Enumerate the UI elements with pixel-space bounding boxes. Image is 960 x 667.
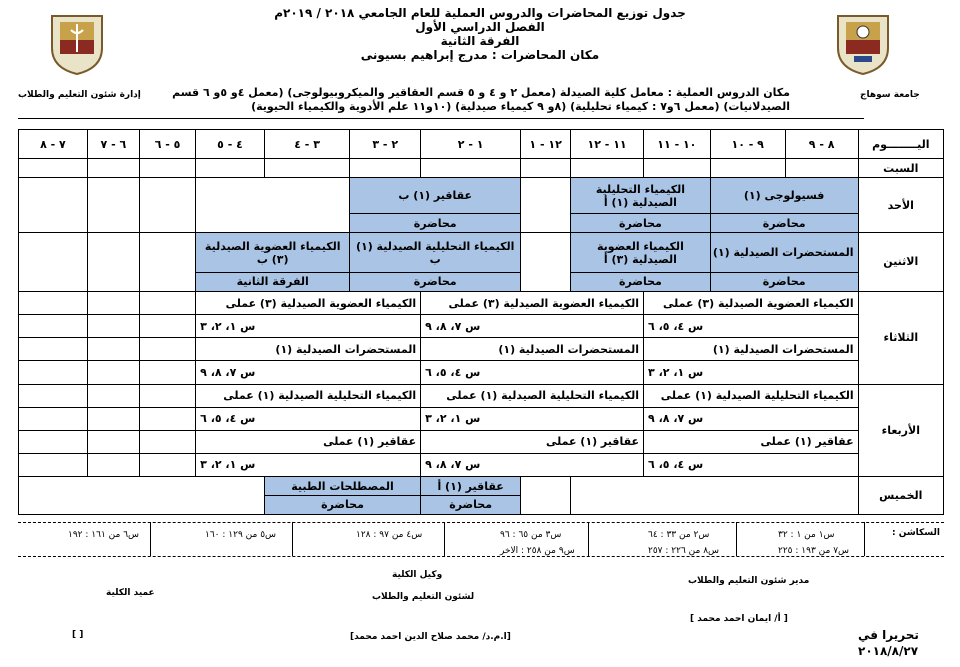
signature-vice-dean-name: [ا.م.د/ محمد صلاح الدين احمد محمد] (350, 632, 511, 642)
course-organic-b: الكيمياء العضوية الصيدلية (٣) ب (196, 233, 350, 273)
sections-separator (864, 522, 865, 556)
signature-vice-dean-title: وكيل الكلية (392, 570, 443, 580)
lecture-tag: محاضرة (421, 495, 521, 514)
time-slot: ٧ - ٨ (19, 130, 88, 159)
course-pharmaceutics: المستحضرات الصيدلية (١) (710, 233, 858, 273)
sections-separator (736, 522, 737, 556)
section-group: س ١، ٢، ٣ (196, 453, 421, 476)
day-row-wednesday-2 (19, 407, 944, 430)
lecture-tag: محاضرة (264, 495, 420, 514)
sections-separator (444, 522, 445, 556)
day-label-thursday: الخميس (858, 477, 943, 515)
header-line-title: جدول توزيع المحاضرات والدروس العملية للعام الجامعي ٢٠١٨ / ٢٠١٩م (274, 6, 686, 20)
section-group: س ٧، ٨، ٩ (196, 361, 421, 384)
year-tag: الفرقة الثانية (196, 273, 350, 292)
time-slot: ١٢ - ١ (521, 130, 571, 159)
section-group: س ١، ٢، ٣ (196, 315, 421, 338)
lecture-tag: محاضرة (350, 214, 521, 233)
wed-lab-slot3: الكيمياء التحليلية الصيدلية (١) عملى (196, 384, 421, 407)
day-row-tuesday-1 (19, 291, 944, 314)
time-header-row (19, 130, 944, 159)
day-row-tuesday-4 (19, 361, 944, 384)
wed-lab-slot3: عقاقير (١) عملى (196, 430, 421, 453)
section-group: س ٤، ٥، ٦ (196, 407, 421, 430)
section-group: س ٤، ٥، ٦ (644, 453, 859, 476)
sohag-university-logo (834, 10, 892, 76)
section-group: س ٧، ٨، ٩ (421, 315, 644, 338)
day-label-tuesday: الثلاثاء (858, 291, 943, 384)
signature-director-title: مدير شئون التعليم والطلاب (688, 576, 810, 586)
signature-director-name: [ أ/ ايمان احمد محمد ] (690, 614, 788, 624)
wed-lab-slot2: عقاقير (١) عملى (421, 430, 644, 453)
lecture-tag: محاضرة (350, 273, 521, 292)
wed-lab-slot1: عقاقير (١) عملى (644, 430, 859, 453)
student-affairs-caption: إدارة شئون التعليم والطلاب (18, 90, 141, 100)
time-slot: ٣ - ٤ (264, 130, 349, 159)
day-label-monday: الاثنين (858, 233, 943, 292)
time-slot: ٤ - ٥ (196, 130, 265, 159)
day-row-tuesday-3 (19, 338, 944, 361)
day-header: اليــــــــوم (858, 130, 943, 159)
header-line-labs-1: مكان الدروس العملية : معامل كلية الصيدلة (معمل ٢ و ٤ و ٥ قسم العقاقير والميكروبيولوجى) (معمل ٤و ٥و ٦ قسم (172, 86, 790, 99)
lecture-tag: محاضرة (571, 214, 711, 233)
sections-divider-1 (18, 522, 944, 523)
header-line-lecture-place: مكان المحاضرات : مدرج إبراهيم بسيونى (360, 48, 600, 62)
tue-lab-slot3: المستحضرات الصيدلية (١) (196, 338, 421, 361)
faculty-logo (48, 10, 106, 76)
course-pharmacognosy-b: عقاقير (١) ب (350, 178, 521, 214)
lecture-tag: محاضرة (710, 214, 858, 233)
section-range: س٧ من ١٩٣ : ٢٢٥ (778, 546, 850, 556)
course-analytical-a: الكيمياء التحليلية الصيدلية (١) أ (571, 178, 711, 214)
time-slot: ٥ - ٦ (139, 130, 195, 159)
day-label-sunday: الأحد (858, 178, 943, 233)
course-physiology: فسيولوجى (١) (710, 178, 858, 214)
section-group: س ٤، ٥، ٦ (421, 361, 644, 384)
time-slot: ٢ - ٣ (350, 130, 421, 159)
day-row-wednesday-1 (19, 384, 944, 407)
section-range: س٢ من ٣٣ : ٦٤ (648, 530, 710, 540)
sections-separator (292, 522, 293, 556)
time-slot: ٨ - ٩ (785, 130, 858, 159)
tue-lab-slot1: المستحضرات الصيدلية (١) (644, 338, 859, 361)
schedule-table (18, 129, 944, 515)
day-row-tuesday-2 (19, 315, 944, 338)
signature-dean-title: عميد الكلية (106, 588, 155, 598)
time-slot: ٩ - ١٠ (710, 130, 785, 159)
section-range: س١ من ١ : ٣٢ (778, 530, 835, 540)
signature-vice-dean-subtitle: لشئون التعليم والطلاب (372, 592, 475, 602)
time-slot: ١٠ - ١١ (644, 130, 711, 159)
day-row-saturday (19, 159, 944, 178)
day-row-thursday (19, 477, 944, 496)
section-group: س ١، ٢، ٣ (421, 407, 644, 430)
header-divider (18, 118, 864, 119)
written-label: تحريرا في (858, 628, 919, 642)
header-line-semester: الفصل الدراسي الأول (415, 20, 545, 34)
section-range: س٨ من ٢٢٦ : ٢٥٧ (648, 546, 720, 556)
tue-lab-slot2: المستحضرات الصيدلية (١) (421, 338, 644, 361)
wed-lab-slot2: الكيمياء التحليلية الصيدلية (١) عملى (421, 384, 644, 407)
sections-separator (588, 522, 589, 556)
sections-divider-2 (18, 556, 944, 557)
course-medical-terms: المصطلحات الطبية (264, 477, 420, 496)
header-line-year: الفرقة الثانية (440, 34, 520, 48)
section-range: س٥ من ١٢٩ : ١٦٠ (205, 530, 277, 540)
day-row-wednesday-4 (19, 453, 944, 476)
section-group: س ٧، ٨، ٩ (644, 407, 859, 430)
section-group: س ٧، ٨، ٩ (421, 453, 644, 476)
university-caption: جامعة سوهاج (860, 90, 920, 100)
section-range: س٤ من ٩٧ : ١٢٨ (356, 530, 423, 540)
course-pharmacognosy-a: عقاقير (١) أ (421, 477, 521, 496)
header-line-labs-2: الصيدلانيات) (معمل ٦و٧ : كيمياء تحليلية) (٨و ٩ كيمياء صيدلية) (١٠و١١ علم الأدوية والكيمياء الحيوية) (251, 100, 790, 113)
lecture-tag: محاضرة (710, 273, 858, 292)
section-range: س٩ من ٢٥٨ : الاخر (500, 546, 575, 556)
day-label-wednesday: الأربعاء (858, 384, 943, 477)
signature-dean-name: [ ] (72, 630, 84, 640)
time-slot: ١١ - ١٢ (571, 130, 644, 159)
section-range: س٣ من ٦٥ : ٩٦ (500, 530, 562, 540)
section-group: س ١، ٢، ٣ (644, 361, 859, 384)
wed-lab-slot1: الكيمياء التحليلية الصيدلية (١) عملى (644, 384, 859, 407)
written-date: ٢٠١٨/٨/٢٧ (858, 644, 919, 658)
tue-lab-slot2: الكيمياء العضوية الصيدلية (٣) عملى (421, 291, 644, 314)
course-analytical-b: الكيمياء التحليلية الصيدلية (١) ب (350, 233, 521, 273)
day-row-sunday (19, 178, 944, 214)
time-slot: ٦ - ٧ (87, 130, 139, 159)
sections-label: السكاشن : (892, 528, 940, 538)
page-header (170, 6, 790, 62)
day-label-saturday: السبت (858, 159, 943, 178)
tue-lab-slot3: الكيمياء العضوية الصيدلية (٣) عملى (196, 291, 421, 314)
sections-separator (150, 522, 151, 556)
section-group: س ٤، ٥، ٦ (644, 315, 859, 338)
course-organic-a: الكيمياء العضوية الصيدلية (٣) أ (571, 233, 711, 273)
day-row-wednesday-3 (19, 430, 944, 453)
time-slot: ١ - ٢ (421, 130, 521, 159)
section-range: س٦ من ١٦١ : ١٩٢ (68, 530, 140, 540)
day-row-monday (19, 233, 944, 273)
lecture-tag: محاضرة (571, 273, 711, 292)
tue-lab-slot1: الكيمياء العضوية الصيدلية (٣) عملى (644, 291, 859, 314)
